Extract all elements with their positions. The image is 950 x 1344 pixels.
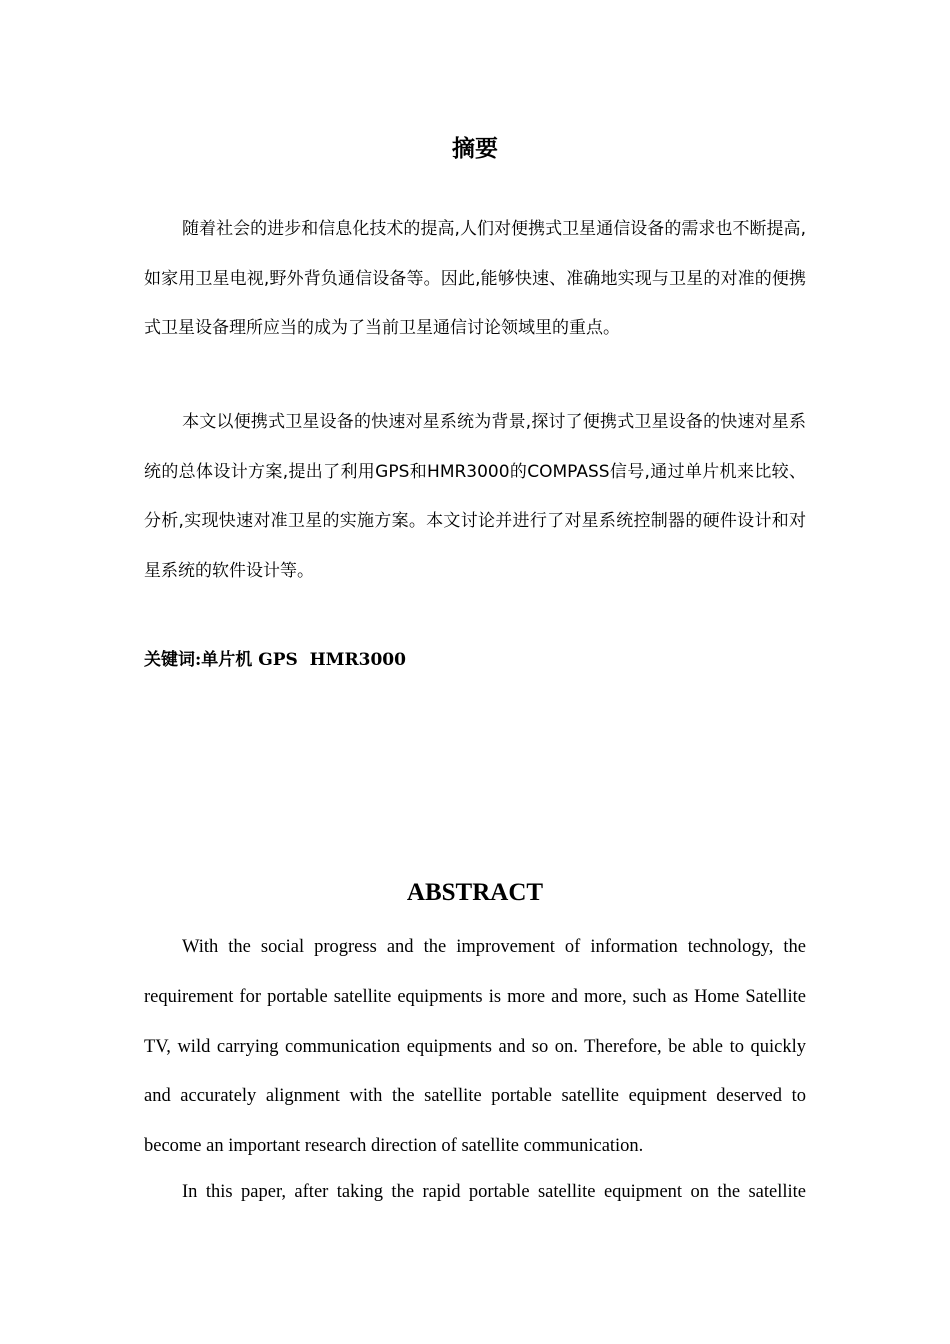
english-abstract-title: ABSTRACT	[406, 879, 544, 906]
chinese-keywords: 关键词:单片机 GPS HMR3000	[144, 650, 406, 670]
english-abstract-paragraph-2	[144, 1168, 806, 1218]
english-abstract-paragraph-1	[144, 923, 806, 1172]
chinese-abstract-paragraph-1	[144, 205, 806, 354]
english-abstract-paragraph-1-text: With the social progress and the improvement of information technology, the requirement for portable satellite equipments is more and more, such as Home Satellite TV, wild carrying communication equipments and so on. Therefore, be able to quickly and accurately alignment with the satellite portable satellite equipment deserved to become an important research direction of satellite communication.	[144, 937, 806, 1157]
english-abstract-paragraph-2-text: In this paper, after taking the rapid portable satellite equipment on the satellite	[182, 1182, 806, 1202]
chinese-abstract-paragraph-2-text: 本文以便携式卫星设备的快速对星系统为背景,探讨了便携式卫星设备的快速对星系统的总体设计方案,提出了利用GPS和HMR3000的COMPASS信号,通过单片机来比较、分析,实现快速对准卫星的实施方案。本文讨论并进行了对星系统控制器的硬件设计和对星系统的软件设计等。	[144, 412, 806, 581]
chinese-abstract-title: 摘要	[452, 136, 498, 162]
chinese-abstract-paragraph-2	[144, 398, 806, 596]
chinese-abstract-paragraph-1-text: 随着社会的进步和信息化技术的提高,人们对便携式卫星通信设备的需求也不断提高,如家用卫星电视,野外背负通信设备等。因此,能够快速、准确地实现与卫星的对准的便携式卫星设备理所应当的成为了当前卫星通信讨论领域里的重点。	[144, 219, 806, 338]
